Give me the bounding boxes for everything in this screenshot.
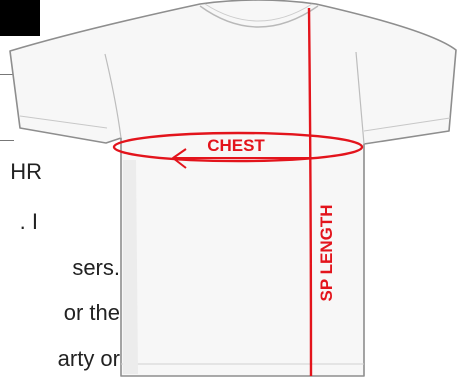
length-label: SP LENGTH bbox=[317, 204, 336, 302]
background-text-line: or the bbox=[63, 301, 120, 325]
background-text-line: sers. bbox=[72, 256, 120, 280]
body-shading bbox=[123, 160, 138, 374]
background-text-line: arty or bbox=[57, 347, 120, 371]
chest-label: CHEST bbox=[207, 136, 265, 155]
background-text-line: HR bbox=[10, 160, 42, 184]
background-text-line: . I bbox=[19, 210, 38, 234]
tshirt-outline bbox=[10, 0, 456, 376]
